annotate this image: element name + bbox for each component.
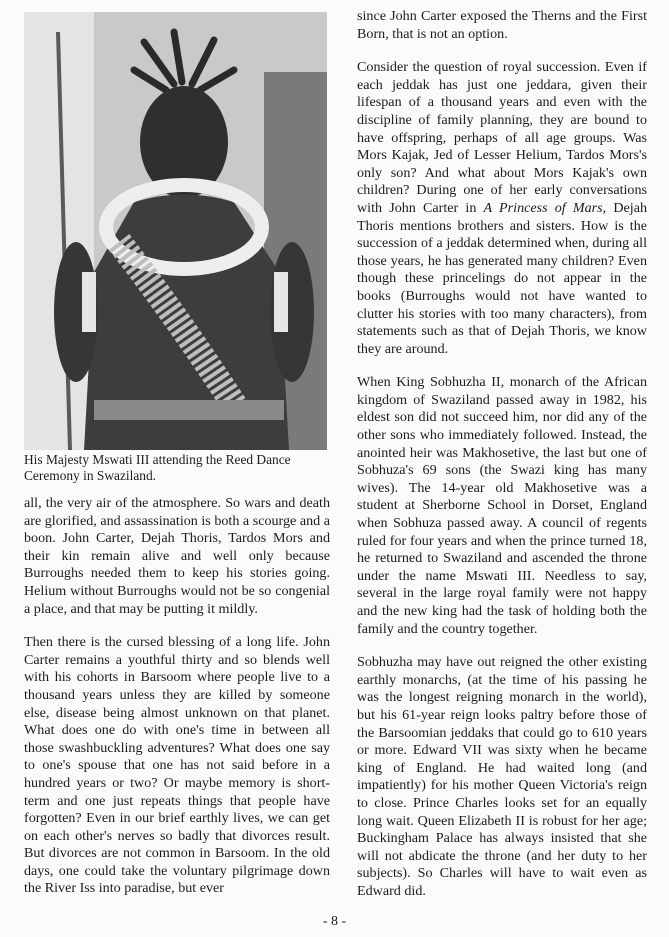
paragraph-text: Consider the question of royal succession. Even if each jeddak has just one jeddara, given their lifespan of a thousand years and even with the discipline of family planning, they are bound to have offspring, perhaps of all age groups. Was Mors Kajak, Jed of Lesser Helium, Tardos Mors's only son? And what about Mors Kajak's own children? During one of her early conversations with John Carter in (357, 59, 647, 216)
right-column (357, 8, 647, 917)
paragraph-text: , Dejah Thoris mentions brothers and sisters. How is the succession of a jeddak determined when, during all those years, he has generated many children? Even though these princelings do not appear in the books (Burroughs would not have wanted to clutter his stories with too many characters), from statements such as that of Dejah Thoris, we know they are around. (357, 199, 647, 357)
page-number: - 8 - (322, 914, 347, 929)
left-column (24, 495, 330, 914)
paragraph: Then there is the cursed blessing of a long life. John Carter remains a youthful thirty and so blends well with his cohorts in Barsoom where people live to a thousand years unless they are killed by someone else, disease being almost unknown on that planet. What does one do with one's time in between all those swashbuckling adventures? What does one say to one's spouse that one has not said before in a hundred years or two? Or maybe memory is short-term and one just repeats things that people have forgotten? Even in our brief earthly lives, we can get on each other's nerves so badly that divorces result. But divorces are not common in Barsoom. In the old days, one could take the voluntary pilgrimage down the River Iss into paradise, but ever (24, 634, 330, 897)
paragraph: Sobhuzha may have out reigned the other existing earthly monarchs, (at the time of his passing he was the longest reigning monarch in the world), but his 61-year reign looks paltry before those of the Barsoomian jeddaks that could go to 610 years or more. Edward VII was sixty when he became king of England. He had waited long (and impatiently) for his mother Queen Victoria's reign to close. Prince Charles looks set for an equally long wait. Queen Elizabeth II is robust for her age; Buckingham Palace has always insisted that she will not abdicate the throne (and her duty to her subjects). So Charles will have to wait even as Edward did. (357, 654, 647, 899)
paragraph: all, the very air of the atmosphere. So wars and death are glorified, and assassination is both a scourge and a boon. John Carter, Dejah Thoris, Tardos Mors and their kin remain alive and well only because Burroughs needed them to keep his stories going. Helium without Burroughs would not be so congenial a place, and that may be putting it mildly. (24, 495, 330, 617)
paragraph (357, 59, 647, 358)
photo-mswati (24, 12, 327, 450)
photo-caption: His Majesty Mswati III attending the Reed Dance Ceremony in Swaziland. (24, 452, 291, 483)
paragraph: since John Carter exposed the Therns and the First Born, that is not an option. (357, 8, 647, 42)
photo-illustration (24, 12, 327, 450)
book-title: A Princess of Mars (483, 199, 603, 216)
paragraph: When King Sobhuzha II, monarch of the African kingdom of Swaziland passed away in 1982, his eldest son did not succeed him, nor did any of the other sons who immediately followed. Instead, the anointed heir was Makhosetive, the last but one of Sobhuza's 69 sons (the Swazi king has many wives). The 14-year old Makhosetive was a student at Sherborne School in Dorset, England when Sobhuza passed away. A council of regents ruled for four years and when the prince turned 18, he returned to Swaziland and ascended the throne under the name Mswati III. Needless to say, several in the large royal family were not happy and the new king had the task of holding both the family and the country together. (357, 374, 647, 637)
